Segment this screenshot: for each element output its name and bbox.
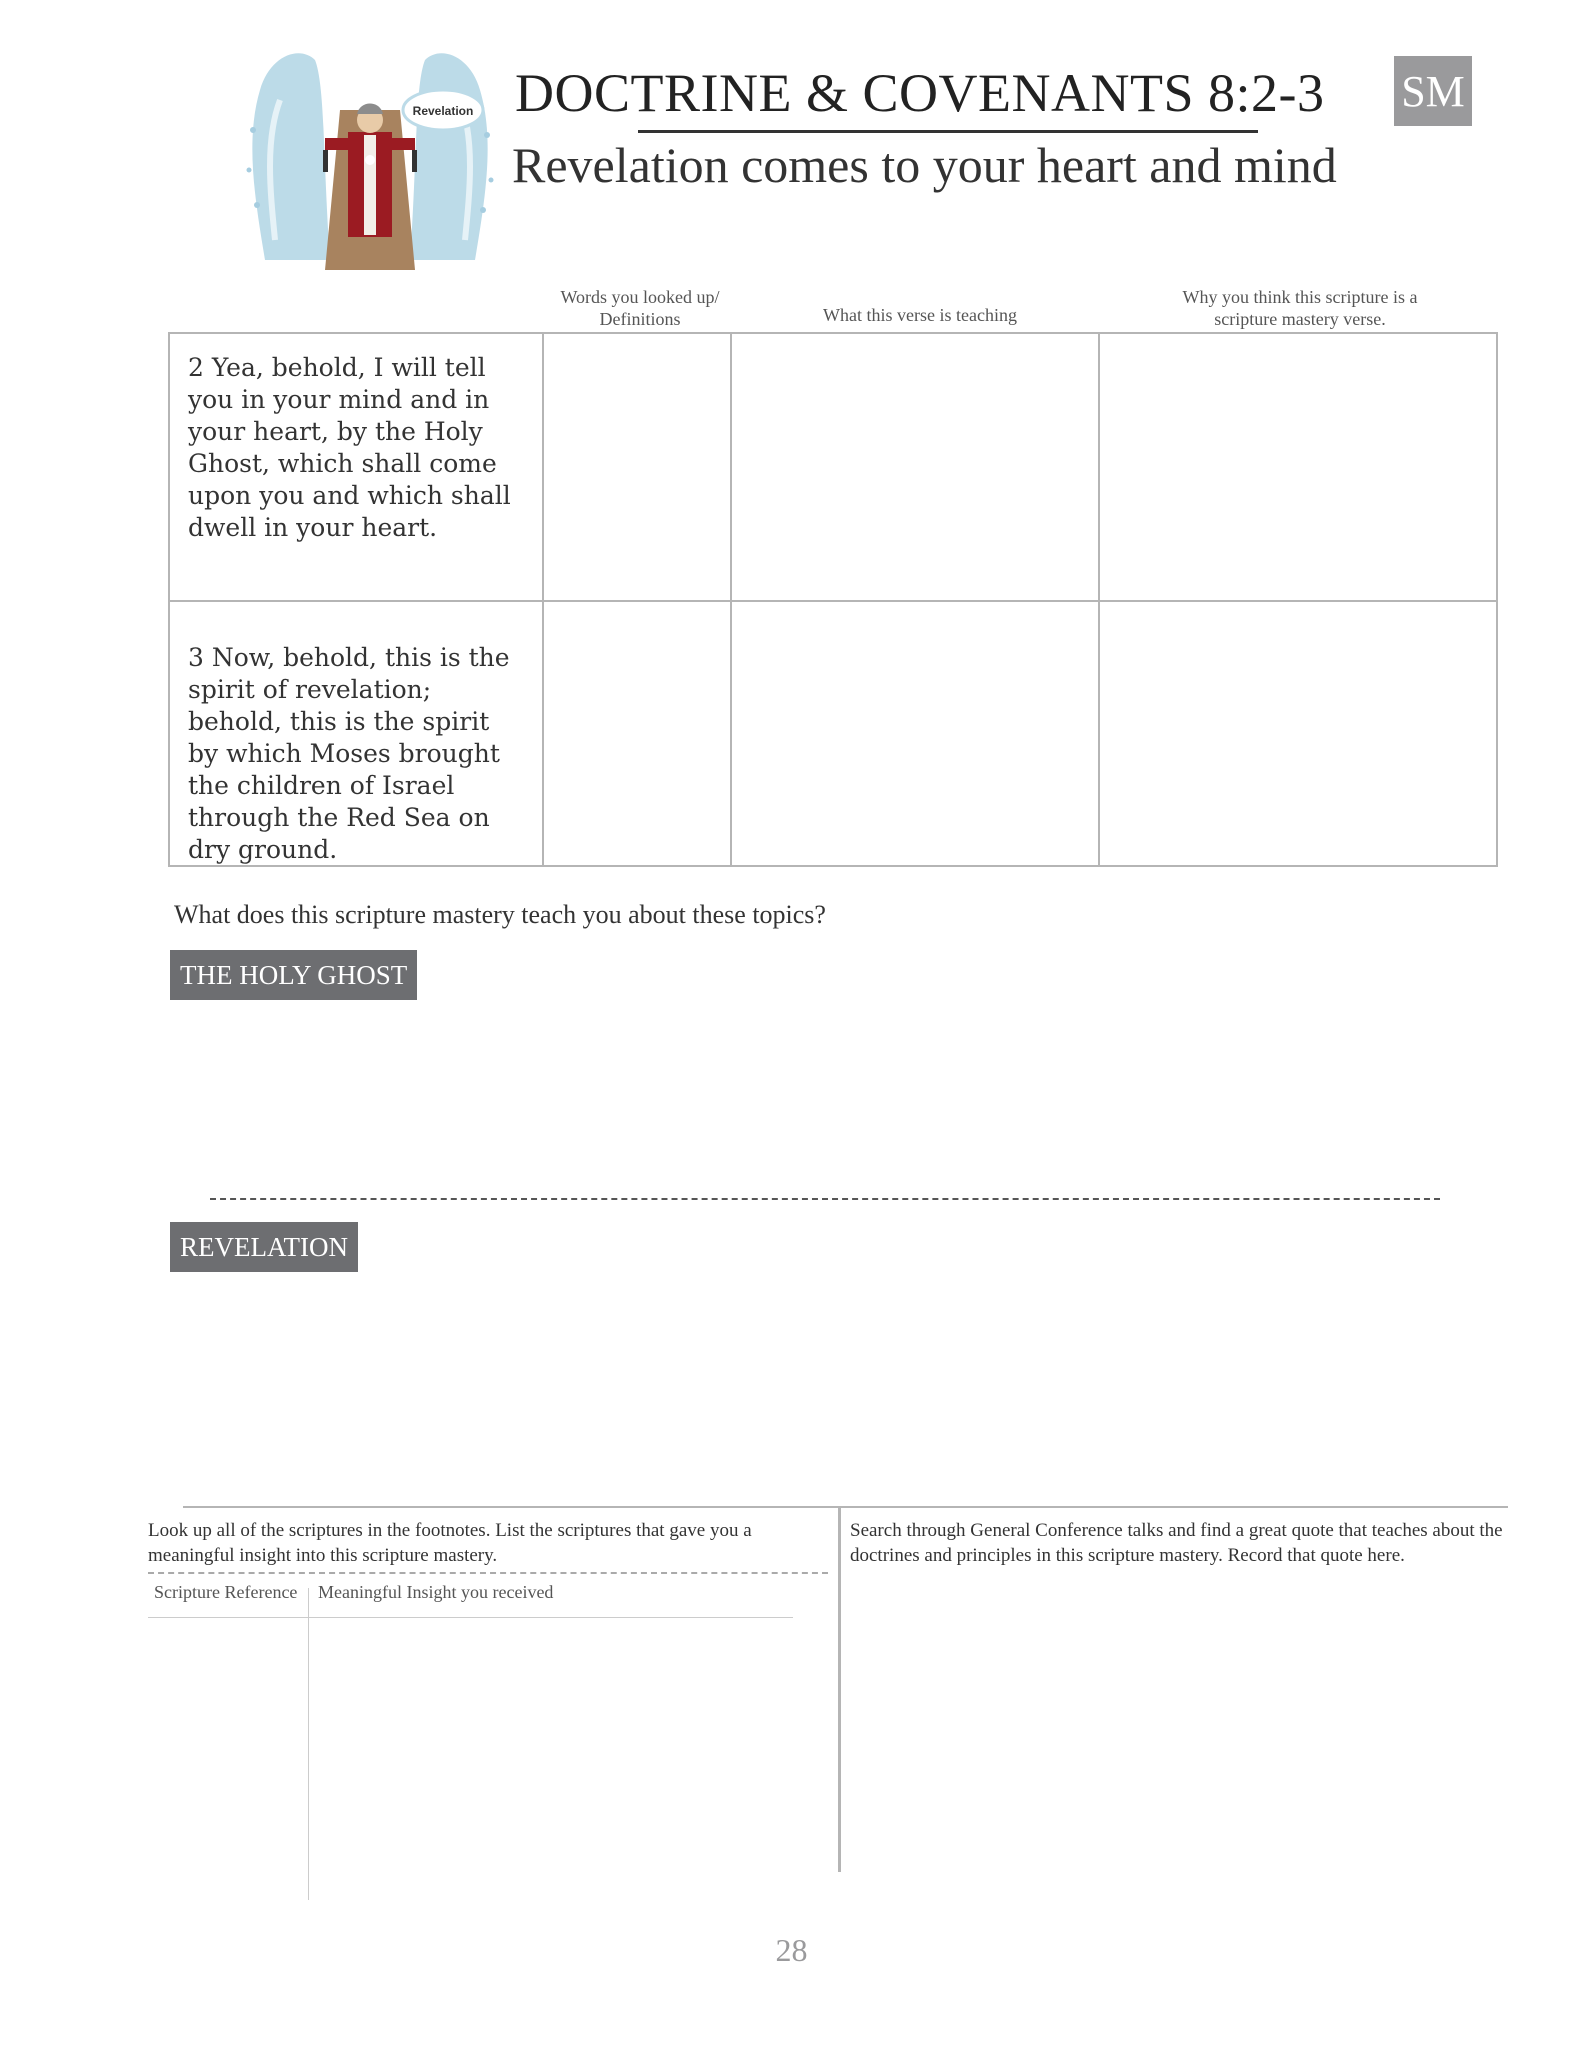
teaching-cell-3[interactable] [730,600,1100,867]
topics-question: What does this scripture mastery teach you about these topics? [174,900,826,929]
verse-3-text: 3 Now, behold, this is the spirit of revelation; behold, this is the spirit by which Moses brought the children of Israel through the Red Sea on dry ground. [188,643,510,864]
verse-cell-3 [168,600,544,867]
verse-2-text: 2 Yea, behold, I will tell you in your mind and in your heart, by the Holy Ghost, which shall come upon you and which shall dwell in your heart. [188,353,511,542]
water-wall-right [410,53,488,260]
verse-cell-2 [168,332,544,602]
meaningful-insight-area[interactable] [312,1620,792,1900]
footnotes-column-divider [308,1588,309,1900]
why-cell-2[interactable] [1098,332,1498,602]
definitions-cell-3[interactable] [542,600,732,867]
scripture-reference-area[interactable] [148,1620,306,1900]
revelation-bubble-label: Revelation [412,104,474,118]
why-cell-3[interactable] [1098,600,1498,867]
topic-label-holy-ghost: THE HOLY GHOST [170,950,417,1000]
revelation-answer-area[interactable] [170,1282,1490,1482]
page-subtitle: Revelation comes to your heart and mind [512,137,1337,193]
bottom-section-rule [183,1506,1508,1508]
sm-badge: SM [1394,56,1472,126]
col-header-words: Words you looked up/ Definitions [560,287,720,329]
bottom-section-divider [838,1507,841,1872]
moses-red-sea-illustration [245,40,495,280]
topic-label-revelation: REVELATION [170,1222,358,1272]
conference-instructions: Search through General Conference talks and find a great quote that teaches about the doctrines and principles in this scripture mastery. Record that quote here. [850,1520,1503,1566]
footnotes-instructions: Look up all of the scriptures in the footnotes. List the scriptures that gave you a meaningful insight into this scripture mastery. [148,1520,752,1566]
meaningful-insight-header: Meaningful Insight you received [318,1582,554,1602]
footnotes-header-rule [148,1617,793,1618]
teaching-cell-2[interactable] [730,332,1100,602]
title-underline [638,130,1258,133]
water-wall-left [252,53,330,260]
footnotes-dashed-rule [148,1572,828,1574]
definitions-cell-2[interactable] [542,332,732,602]
conference-quote-area[interactable] [850,1580,1500,1870]
col-header-why: Why you think this scripture is a scripture mastery verse. [1182,287,1418,329]
dashed-divider [210,1198,1440,1200]
page-number: 28 [775,1932,808,1968]
page-title: DOCTRINE & COVENANTS 8:2-3 [515,63,1325,123]
holy-ghost-answer-area[interactable] [170,1010,1490,1180]
col-header-teaching: What this verse is teaching [823,305,1017,325]
scripture-reference-header: Scripture Reference [154,1582,298,1602]
verse-table [168,332,1498,867]
